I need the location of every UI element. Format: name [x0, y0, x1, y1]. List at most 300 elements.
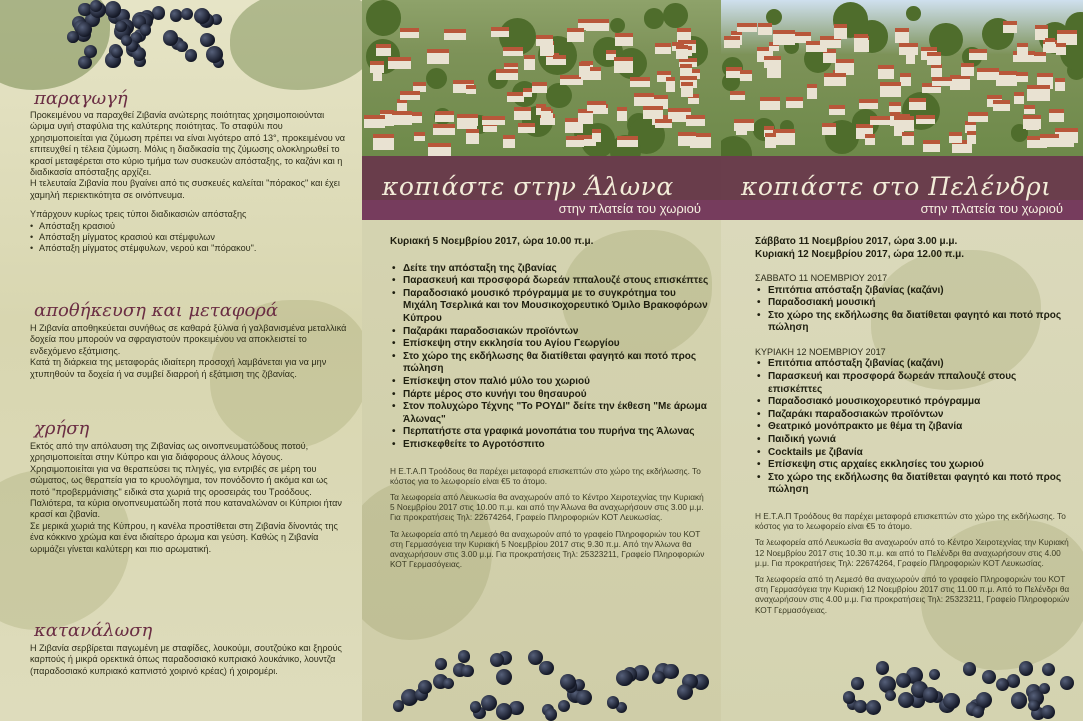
- grape: [393, 700, 405, 712]
- tree: [644, 8, 665, 29]
- house: [967, 134, 976, 144]
- list-item: • Επίσκεψη στην εκκλησία του Αγίου Γεωργίου: [390, 338, 710, 351]
- roof: [927, 52, 941, 56]
- roof: [617, 107, 627, 111]
- house: [902, 135, 915, 145]
- grape: [972, 706, 984, 718]
- roof: [676, 45, 687, 49]
- roof: [504, 63, 517, 67]
- house: [1049, 112, 1064, 122]
- roof: [503, 47, 523, 51]
- house: [878, 68, 895, 79]
- house: [769, 45, 779, 52]
- roof: [686, 115, 705, 119]
- grape: [982, 670, 996, 684]
- grape: [843, 691, 856, 704]
- note: Η Ε.Τ.Α.Π Τροόδους θα παρέχει μεταφορά επισκεπτών στο χώρο της εκδήλωσης. Το κόστος για το λεωφορείο είναι €5 το άτομο.: [390, 465, 701, 486]
- house: [786, 100, 803, 108]
- house: [567, 31, 584, 41]
- roof: [1034, 52, 1046, 56]
- house: [865, 137, 876, 145]
- house: [820, 39, 842, 48]
- grape: [105, 1, 121, 17]
- house: [678, 135, 696, 146]
- heading-use: χρήση: [34, 418, 90, 439]
- roof: [532, 82, 547, 86]
- grape: [1039, 683, 1050, 694]
- house: [376, 47, 391, 56]
- list-item: • Περπατήστε στα γραφικά μονοπάτια του πυρήνα της Άλωνας: [390, 426, 710, 439]
- roof: [400, 91, 420, 95]
- grape: [963, 662, 977, 676]
- roof: [643, 106, 663, 110]
- roof: [760, 97, 780, 101]
- panel-title: κοπιάστε στο Πελένδρι: [741, 172, 1052, 201]
- roof: [916, 115, 935, 119]
- grape: [929, 669, 941, 681]
- event-date: Κυριακή 12 Νοεμβρίου 2017, ώρα 12.00 π.μ.: [755, 248, 964, 260]
- list-item: • Παραδοσιακό μουσικό πρόγραμμα με το συγκρότημα του Μιχάλη Τσερλικά και τον Μουσικοχορευτικό Όμιλο Βρακοφόρων Κύπρου: [390, 288, 710, 326]
- roof: [921, 47, 937, 51]
- grape: [1060, 676, 1074, 690]
- list-item: • Στο χώρο της εκδήλωσης θα διατίθεται φαγητό και ποτό προς πώληση: [755, 310, 1071, 335]
- roof: [765, 133, 776, 137]
- list-item: • Επίσκεψη στις αρχαίες εκκλησίες του χωριού: [755, 459, 1071, 472]
- grape: [115, 21, 126, 32]
- house: [899, 46, 917, 56]
- house: [1027, 88, 1049, 101]
- house: [1056, 46, 1066, 55]
- roof: [1040, 134, 1058, 138]
- house: [617, 110, 627, 121]
- grape: [1019, 661, 1033, 675]
- roof: [566, 136, 584, 140]
- roof: [370, 61, 384, 65]
- house: [1055, 81, 1065, 91]
- roof: [773, 30, 795, 34]
- house: [1034, 55, 1046, 62]
- house: [906, 54, 916, 64]
- list-item: • Απόσταξη μίγματος στέμφυλων, νερού και "πόρακου".: [30, 243, 348, 254]
- house: [764, 59, 781, 68]
- grape-cluster-icon: [841, 660, 1081, 721]
- roof: [764, 56, 781, 60]
- house: [807, 87, 818, 99]
- house: [824, 76, 846, 87]
- note: Η Ε.Τ.Α.Π Τροόδους θα παρέχει μεταφορά επισκεπτών στο χώρο της εκδήλωσης. Το κόστος για το λεωφορείο είναι €5 το άτομο.: [755, 510, 1066, 532]
- grape: [1042, 663, 1055, 676]
- grape: [176, 41, 188, 53]
- house: [566, 139, 584, 146]
- roof: [614, 57, 633, 61]
- house: [400, 31, 418, 38]
- heading-consumption: κατανάλωση: [34, 620, 153, 641]
- list-item: • Παζαράκι παραδοσιακών προϊόντων: [755, 409, 1071, 422]
- roof: [413, 82, 426, 86]
- roof: [758, 23, 772, 27]
- house: [834, 27, 847, 39]
- house: [859, 102, 879, 109]
- roof: [634, 93, 654, 97]
- list-item: • Στο χώρο της εκδήλωσης θα διατίθεται φαγητό και ποτό προς πώληση: [755, 472, 1071, 497]
- roof: [606, 50, 616, 54]
- grape: [558, 700, 570, 712]
- grape: [652, 671, 665, 684]
- house: [586, 22, 608, 30]
- roof: [961, 63, 974, 67]
- grape-cluster-icon: [64, 0, 234, 70]
- tree: [906, 6, 921, 21]
- house: [923, 143, 940, 152]
- roof: [392, 111, 412, 115]
- roof: [1049, 109, 1064, 113]
- house: [427, 52, 449, 64]
- house: [765, 136, 776, 148]
- grape: [996, 678, 1009, 691]
- roof: [681, 82, 693, 86]
- roof: [586, 19, 608, 23]
- list-item: • Cocktails με ζιβανία: [755, 447, 1071, 460]
- tree: [426, 68, 447, 89]
- day-label: ΣΑΒΒΑΤΟ 11 ΝΟΕΜΒΡΙΟΥ 2017: [755, 273, 888, 284]
- day-label: ΚΥΡΙΑΚΗ 12 ΝΟΕΜΒΡΙΟΥ 2017: [755, 346, 886, 357]
- roof: [541, 107, 551, 111]
- roof: [829, 105, 845, 109]
- list-item: • Επισκεφθείτε το Αγροτόσπιτο: [390, 439, 710, 452]
- list-item: • Απόσταξη κρασιού: [30, 221, 348, 232]
- grape: [443, 678, 454, 689]
- grape: [461, 665, 473, 677]
- list-item: • Επιτόπια απόσταξη ζιβανίας (καζάνι): [755, 358, 1071, 371]
- paragraph: Παλιότερα, τα κύρια οινοπνευματώδη ποτά που καταναλώναν οι Κύπριοι ήταν κρασί και ζιβανία.: [30, 498, 342, 520]
- roof: [1027, 85, 1049, 89]
- grape-cluster-icon: [382, 650, 712, 721]
- roof: [880, 82, 900, 86]
- grape: [490, 653, 504, 667]
- roof: [376, 44, 391, 48]
- roof: [677, 28, 691, 32]
- roof: [786, 97, 803, 101]
- grape: [111, 46, 123, 58]
- roof: [364, 115, 385, 119]
- roof: [923, 140, 940, 144]
- house: [961, 66, 974, 76]
- roof: [514, 107, 531, 111]
- house: [634, 96, 654, 106]
- roof: [1037, 73, 1052, 77]
- roof: [740, 70, 752, 74]
- roof: [835, 59, 854, 63]
- list-item: • Επίσκεψη στον παλιό μύλο του χωριού: [390, 376, 710, 389]
- roof: [932, 77, 952, 81]
- roof: [950, 75, 970, 79]
- roof: [579, 62, 590, 66]
- roof: [680, 64, 693, 68]
- roof: [969, 49, 987, 53]
- grape: [1011, 692, 1027, 708]
- roof: [794, 32, 812, 36]
- roof: [977, 68, 999, 72]
- roof: [496, 69, 518, 73]
- house: [949, 135, 962, 143]
- roof: [657, 71, 670, 75]
- house: [388, 60, 411, 69]
- roof: [691, 69, 700, 73]
- house: [993, 103, 1010, 112]
- roof: [680, 76, 697, 80]
- house: [491, 30, 509, 37]
- transport-notes: [390, 466, 710, 570]
- panel-subtitle: στην πλατεία του χωριού: [920, 201, 1063, 216]
- panel-title: κοπιάστε στην Άλωνα: [382, 172, 674, 201]
- roof: [507, 92, 524, 96]
- roof: [773, 129, 795, 133]
- list-item: • Παρασκευή και προσφορά δωρεάν ππαλουζέ στους επισκέπτες: [390, 275, 710, 288]
- roof: [899, 43, 917, 47]
- house: [676, 48, 687, 59]
- grape: [496, 669, 512, 685]
- roof: [1017, 43, 1027, 47]
- village-photo: [362, 0, 721, 156]
- roof: [630, 77, 650, 81]
- roof: [1057, 30, 1077, 34]
- roof: [859, 99, 879, 103]
- roof: [737, 23, 756, 27]
- roof: [466, 129, 479, 133]
- grape: [84, 45, 98, 59]
- tree: [366, 0, 402, 36]
- event-list: [755, 285, 1071, 335]
- event-info: [390, 236, 710, 575]
- roof: [900, 73, 912, 77]
- house: [889, 105, 901, 112]
- roof: [878, 65, 895, 69]
- house: [681, 85, 693, 97]
- roof: [400, 28, 418, 32]
- roof: [1045, 38, 1055, 42]
- roof: [567, 28, 584, 32]
- house: [579, 65, 590, 76]
- house: [503, 138, 515, 149]
- house: [1014, 95, 1024, 104]
- roof: [523, 88, 532, 92]
- house: [536, 38, 553, 46]
- house: [1023, 118, 1040, 129]
- house: [734, 122, 754, 131]
- grape: [458, 650, 470, 662]
- grape: [121, 35, 132, 46]
- grape: [470, 701, 482, 713]
- house: [587, 104, 607, 111]
- roof: [433, 124, 455, 128]
- roof: [655, 119, 673, 123]
- grape: [90, 0, 102, 12]
- paragraph: Η Ζιβανία σερβίρεται παγωμένη με σταφίδες, λουκούμι, σουτζούκο και ξηρούς καρπούς ή μικρά ορεκτικά όπως παραδοσιακό κυπριακό λουκάνικο, λουντζα (παραδοσιακό κυπριακό καπνιστό χοιρινό κρέας) ή χοιρομέρι.: [30, 643, 342, 676]
- grape: [206, 46, 223, 63]
- event-date: Κυριακή 5 Νοεμβρίου 2017, ώρα 10.00 π.μ.: [390, 236, 594, 247]
- roof: [902, 132, 915, 136]
- house: [524, 58, 535, 70]
- roof: [894, 116, 914, 120]
- grape: [576, 690, 591, 705]
- house: [444, 32, 467, 40]
- house: [630, 80, 650, 87]
- tree: [546, 83, 571, 108]
- roof: [491, 27, 509, 31]
- roof: [655, 43, 671, 47]
- grape: [896, 673, 911, 688]
- roof: [807, 84, 818, 88]
- house: [514, 110, 531, 120]
- paragraph: Κατά τη διάρκεια της μεταφοράς ιδιαίτερη προσοχή λαμβάνεται για να μην χτυπηθούν τα δοχεία ή να συμβεί διαρροή ή εξάτμιση της ζιβανίας.: [30, 357, 327, 379]
- house: [592, 132, 602, 142]
- grape: [616, 670, 632, 686]
- roof: [895, 28, 909, 32]
- roof: [668, 108, 691, 112]
- grape: [496, 703, 512, 719]
- house: [686, 118, 705, 127]
- grape: [200, 33, 214, 47]
- house: [895, 31, 909, 44]
- event-list: [390, 263, 710, 452]
- list-item: • Παζαράκι παραδοσιακών προϊόντων: [390, 326, 710, 339]
- left-panel: [0, 0, 362, 721]
- roof: [453, 80, 474, 84]
- paragraph: Προκειμένου να παραχθεί Ζιβανία ανώτερης ποιότητας χρησιμοποιούνται ώριμα υγιή σταφύλια της καλύτερης ποιότητας. Το σταφύλι που χρησιμοποιείται για ζύμωση πρέπει να είναι λιγότερο από 13°, προκειμένου να επιτευχθεί η τέλεια ζύμωση. Μόλις η διαδικασία της ζύμωσης ολοκληρωθεί το κρασί μεταφέρεται στο κύριο τμήμα των συσκευών απόσταξης, το καζάνι και η διαδικασία απόσταξης αρχίζει.: [30, 110, 346, 178]
- roof: [553, 55, 566, 59]
- paragraph: Η Ζιβανία αποθηκεύεται συνήθως σε καθαρά ξύλινα ή γαλβανισμένα μεταλλικά δοχεία που μπορούν να σφραγιστούν προκειμένου να αποκλειστεί το ενδεχόμενο εξάτμισης.: [30, 323, 347, 356]
- list-item: • Στον πολυχώρο Τέχνης "Το ΡΟΥΔΙ" δείτε την έκθεση "Με άρωμα Άλωνας": [390, 401, 710, 426]
- roof: [1003, 21, 1017, 25]
- house: [822, 126, 836, 136]
- roof: [457, 114, 477, 118]
- house: [724, 39, 740, 48]
- roof: [949, 132, 962, 136]
- list-item: • Δείτε την απόσταξη της ζιβανίας: [390, 263, 710, 276]
- house: [952, 143, 972, 153]
- paragraph: Η τελευταία Ζιβανία που βγαίνει από τις συσκευές καλείται "πόρακος" και έχει χαμηλή περιεκτικότητα σε οινόπνευμα.: [30, 178, 340, 200]
- house: [909, 101, 926, 110]
- house: [950, 78, 970, 90]
- roof: [870, 116, 890, 120]
- roof: [427, 49, 449, 53]
- house: [392, 114, 412, 125]
- roof: [1016, 72, 1027, 76]
- roof: [373, 134, 394, 138]
- house: [969, 52, 987, 60]
- production-text: [30, 110, 348, 255]
- village-photo: [721, 0, 1083, 156]
- grape: [435, 658, 446, 669]
- list-item: • Απόσταξη μίγματος κρασιού και στέμφυλων: [30, 232, 348, 243]
- tree: [721, 136, 752, 156]
- grape: [185, 49, 198, 62]
- note: Τα λεωφορεία από τη Λεμεσό θα αναχωρούν από το γραφείο Πληροφοριών του ΚΟΤ στη Γερμασόγεια την Κυριακή 12 Νοεμβρίου 2017 στις 11.00 π.μ. Από το Πελένδρι θα αναχωρήσουν στις 4.00 μ.μ. Για προκρατήσεις Τηλ: 25323211, Γραφείο Πληροφοριών ΚΟΤ Γερμασόγειας.: [755, 573, 1070, 615]
- heading-production: παραγωγή: [34, 88, 128, 109]
- roof: [482, 116, 505, 120]
- grape: [923, 687, 939, 703]
- house: [433, 127, 455, 135]
- middle-panel: [362, 0, 721, 721]
- house: [428, 146, 451, 156]
- roof: [518, 123, 535, 127]
- house: [1017, 46, 1027, 58]
- grape: [854, 700, 866, 712]
- house: [655, 46, 671, 54]
- distillation-list: [30, 221, 348, 255]
- paragraph: Εκτός από την απόλαυση της Ζιβανίας ως οινοπνευματώδους ποτού, χρησιμοποιείται στην Κύπρο και για διάφορους άλλους λόγους. Χρησιμοποιείται για να θεραπεύσει τις πληγές, για εντριβές σε μέρη του σώματος, ως θεραπεία για το κρυολόγημα, τον πονόδοντο ή ακόμα και ως ποτό "προβερμάνισης" ειδικά στα χωριά της οροσειράς του Τροόδους.: [30, 441, 328, 497]
- roof: [587, 101, 607, 105]
- event-date: Σάββατο 11 Νοεμβρίου 2017, ώρα 3.00 μ.μ.: [755, 236, 958, 247]
- house: [688, 97, 699, 104]
- grape: [607, 696, 620, 709]
- roof: [1056, 43, 1066, 47]
- grape: [851, 677, 863, 689]
- list-item: • Πάρτε μέρος στο κυνήγι του θησαυρού: [390, 389, 710, 402]
- house: [666, 80, 675, 92]
- roof: [1055, 78, 1065, 82]
- house: [1016, 75, 1027, 82]
- roof: [617, 136, 638, 140]
- roof: [435, 111, 454, 115]
- list-item: • Παιδική γωνιά: [755, 434, 1071, 447]
- house: [829, 108, 845, 115]
- roof: [503, 135, 515, 139]
- consumption-text: [30, 643, 348, 677]
- roof: [724, 36, 740, 40]
- house: [578, 112, 593, 125]
- grape: [866, 700, 881, 715]
- grape: [876, 661, 889, 674]
- event-info: [755, 236, 1071, 621]
- house: [758, 26, 772, 35]
- house: [968, 115, 988, 122]
- heading-storage: αποθήκευση και μεταφορά: [34, 300, 279, 321]
- note: Τα λεωφορεία από Λευκωσία θα αναχωρούν από το Κέντρο Χειροτεχνίας την Κυριακή 12 Νοεμβρίου 2017 στις 10.30 π.μ. και από το Πελένδρι θα αναχωρήσουν στις 4.00 μ.μ. Για προκρατήσεις Τηλ: 22674264, Γραφείο Πληροφοριών ΚΟΤ Λευκωσίας.: [755, 537, 1069, 568]
- transport-notes: [755, 511, 1071, 615]
- list-intro: Υπάρχουν κυρίως τρεις τύποι διαδικασιών απόσταξης: [30, 209, 247, 220]
- house: [760, 100, 780, 110]
- house: [740, 73, 752, 81]
- list-item: • Παραδοσιακό μουσικοχορευτικό πρόγραμμα: [755, 396, 1071, 409]
- grape: [539, 661, 553, 675]
- roof: [388, 57, 411, 61]
- note: Τα λεωφορεία από τη Λεμεσό θα αναχωρούν από το γραφείο Πληροφοριών του ΚΟΤ στη Γερμασόγεια την Κυριακή 5 Νοεμβρίου 2017 στις 9.30 π.μ. Από την Άλωνα θα αναχωρήσουν στις 3.00 μ.μ. Για προκρατήσεις Τηλ: 25323211, Γραφείο Πληροφοριών ΚΟΤ Γερμασόγειας.: [390, 528, 705, 570]
- house: [927, 55, 941, 64]
- grape: [943, 693, 960, 710]
- grape: [194, 8, 210, 24]
- roof: [466, 85, 476, 89]
- roof: [1014, 92, 1024, 96]
- roof: [824, 73, 846, 77]
- roof: [1024, 105, 1035, 109]
- roof: [444, 29, 467, 33]
- house: [532, 85, 547, 93]
- storage-text: [30, 323, 348, 380]
- note: Τα λεωφορεία από Λευκωσία θα αναχωρούν από το Κέντρο Χειροτεχνίας την Κυριακή 5 Νοεμβρίου 2017 στις 10.00 π.μ. και από την Άλωνα θα αναχωρήσουν στις 3.00 μ.μ. Για προκρατήσεις Τηλ: 22674264, Γραφείο Πληροφοριών ΚΟΤ Λευκωσίας.: [390, 491, 704, 523]
- list-item: • Στο χώρο της εκδήλωσης θα διατίθεται φαγητό και ποτό προς πώληση: [390, 351, 710, 376]
- house: [364, 118, 385, 128]
- roof: [889, 102, 901, 106]
- grape: [545, 708, 558, 721]
- grape: [1028, 700, 1039, 711]
- house: [931, 67, 941, 77]
- house: [1040, 137, 1058, 147]
- roof: [734, 119, 754, 123]
- house: [615, 36, 632, 46]
- house: [922, 86, 940, 93]
- house: [466, 132, 479, 144]
